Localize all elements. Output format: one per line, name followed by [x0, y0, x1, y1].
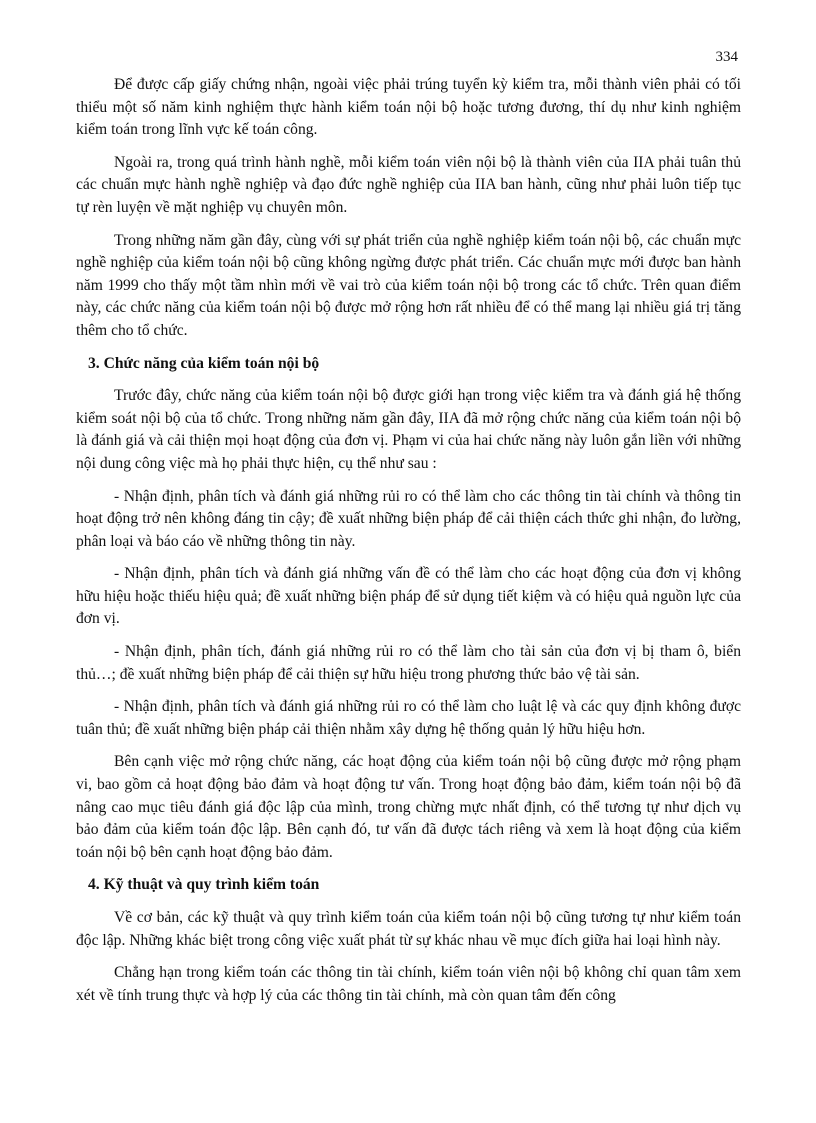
page-number: 334	[715, 49, 738, 65]
bullet-paragraph: - Nhận định, phân tích và đánh giá những rủi ro có thể làm cho luật lệ và các quy định không được tuân thủ; đề xuất những biện pháp cải thiện nhằm xây dựng hệ thống quản lý hữu hiệu hơn.	[76, 698, 741, 738]
paragraph: Bên cạnh việc mở rộng chức năng, các hoạt động của kiểm toán nội bộ cũng được mở rộng phạm vi, bao gồm cả hoạt động bảo đảm và hoạt động tư vấn. Trong hoạt động bảo đảm, kiểm toán nội bộ đã nâng cao mục tiêu đánh giá độc lập của mình, trong chừng mực nhất định, có thể tương tự như dịch vụ bảo đảm của kiểm toán độc lập. Bên cạnh đó, tư vấn đã được tách riêng và xem là hoạt động của kiểm toán nội bộ bên cạnh hoạt động bảo đảm.	[76, 753, 741, 861]
document-body	[76, 74, 741, 1017]
paragraph: Chẳng hạn trong kiểm toán các thông tin tài chính, kiểm toán viên nội bộ không chỉ quan tâm xem xét về tính trung thực và hợp lý của các thông tin tài chính, mà còn quan tâm đến công	[76, 964, 741, 1004]
section-heading: 3. Chức năng của kiểm toán nội bộ	[88, 354, 320, 372]
bullet-paragraph: - Nhận định, phân tích và đánh giá những vấn đề có thể làm cho các hoạt động của đơn vị không hữu hiệu hoặc thiếu hiệu quả; đề xuất những biện pháp để sử dụng tiết kiệm và có hiệu quả nguồn lực của đơn vị.	[76, 565, 741, 628]
bullet-paragraph: - Nhận định, phân tích, đánh giá những rủi ro có thể làm cho tài sản của đơn vị bị tham ô, biển thủ…; đề xuất những biện pháp để cải thiện sự hữu hiệu trong phương thức bảo vệ tài sản.	[76, 643, 741, 683]
paragraph: Trước đây, chức năng của kiểm toán nội bộ được giới hạn trong việc kiểm tra và đánh giá hệ thống kiểm soát nội bộ của tổ chức. Trong những năm gần đây, IIA đã mở rộng chức năng của kiểm toán nội bộ là đánh giá và cải thiện mọi hoạt động của đơn vị. Phạm vi của hai chức năng này luôn gắn liền với những nội dung công việc mà họ phải thực hiện, cụ thể như sau :	[76, 387, 741, 472]
section-heading: 4. Kỹ thuật và quy trình kiểm toán	[88, 876, 320, 894]
paragraph: Về cơ bản, các kỹ thuật và quy trình kiểm toán của kiểm toán nội bộ cũng tương tự như kiểm toán độc lập. Những khác biệt trong công việc xuất phát từ sự khác nhau về mục đích giữa hai loại hình này.	[76, 909, 741, 949]
bullet-paragraph: - Nhận định, phân tích và đánh giá những rủi ro có thể làm cho các thông tin tài chính và thông tin hoạt động trở nên không đáng tin cậy; đề xuất những biện pháp để cải thiện cách thức ghi nhận, đo lường, phân loại và báo cáo về những thông tin này.	[76, 487, 741, 550]
paragraph: Để được cấp giấy chứng nhận, ngoài việc phải trúng tuyển kỳ kiểm tra, mỗi thành viên phải có tối thiểu một số năm kinh nghiệm thực hành kiểm toán nội bộ hoặc tương đương, thí dụ như kinh nghiệm kiểm toán trong lĩnh vực kế toán công.	[76, 76, 741, 139]
paragraph: Ngoài ra, trong quá trình hành nghề, mỗi kiểm toán viên nội bộ là thành viên của IIA phải tuân thủ các chuẩn mực hành nghề nghiệp và đạo đức nghề nghiệp của IIA ban hành, cũng như phải luôn tiếp tục tự rèn luyện về mặt nghiệp vụ chuyên môn.	[76, 153, 741, 216]
paragraph: Trong những năm gần đây, cùng với sự phát triển của nghề nghiệp kiểm toán nội bộ, các chuẩn mực nghề nghiệp của kiểm toán nội bộ cũng không ngừng được phát triển. Các chuẩn mực mới được ban hành năm 1999 cho thấy một tầm nhìn mới về vai trò của kiểm toán nội bộ trong các tổ chức. Trên quan điểm này, các chức năng của kiểm toán nội bộ được mở rộng hơn rất nhiều để có thể mang lại nhiều giá trị tăng thêm cho tổ chức.	[76, 231, 741, 339]
